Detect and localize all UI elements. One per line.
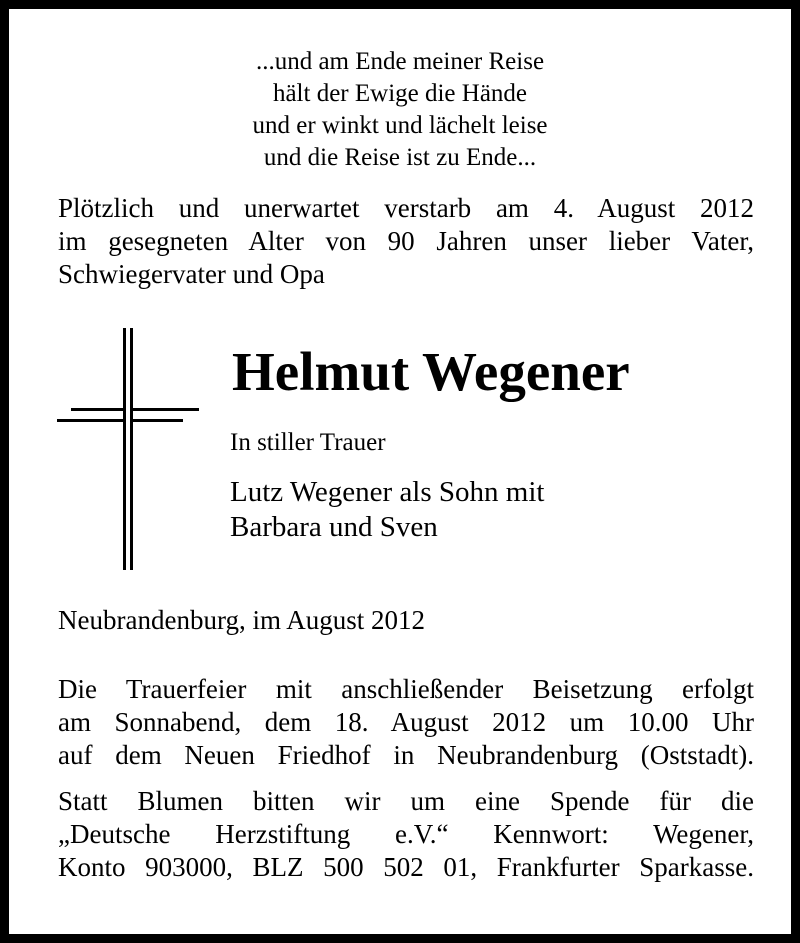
mourning-heading: In stiller Trauer xyxy=(230,429,386,456)
donation-line: „Deutsche Herzstiftung e.V.“ Kennwort: Wegener, xyxy=(58,819,754,849)
poem-line: und die Reise ist zu Ende... xyxy=(263,144,537,171)
mourners-list xyxy=(230,475,544,545)
mourner-line: Barbara und Sven xyxy=(230,511,438,543)
donation-line: Konto 903000, BLZ 500 502 01, Frankfurter Sparkasse. xyxy=(58,852,754,882)
announcement-line: Schwiegervater und Opa xyxy=(58,259,325,289)
poem-line: ...und am Ende meiner Reise xyxy=(255,48,545,75)
death-announcement xyxy=(58,192,754,291)
poem-line: und er winkt und lächelt leise xyxy=(252,112,548,139)
poem-verse xyxy=(0,46,800,174)
place-date: Neubrandenburg, im August 2012 xyxy=(58,605,425,635)
donation-request xyxy=(58,785,754,884)
funeral-details xyxy=(58,673,754,772)
mourner-line: Lutz Wegener als Sohn mit xyxy=(230,476,545,508)
funeral-line: Die Trauerfeier mit anschließender Beisetzung erfolgt xyxy=(58,674,754,704)
funeral-line: am Sonnabend, dem 18. August 2012 um 10.00 Uhr xyxy=(58,707,754,737)
deceased-name: Helmut Wegener xyxy=(232,341,630,402)
cross-icon xyxy=(57,328,199,570)
announcement-line: Plötzlich und unerwartet verstarb am 4. August 2012 xyxy=(58,193,754,223)
announcement-line: im gesegneten Alter von 90 Jahren unser lieber Vater, xyxy=(58,226,754,256)
poem-line: hält der Ewige die Hände xyxy=(272,80,528,107)
donation-line: Statt Blumen bitten wir um eine Spende für die xyxy=(58,786,754,816)
funeral-line: auf dem Neuen Friedhof in Neubrandenburg (Oststadt). xyxy=(58,740,754,770)
